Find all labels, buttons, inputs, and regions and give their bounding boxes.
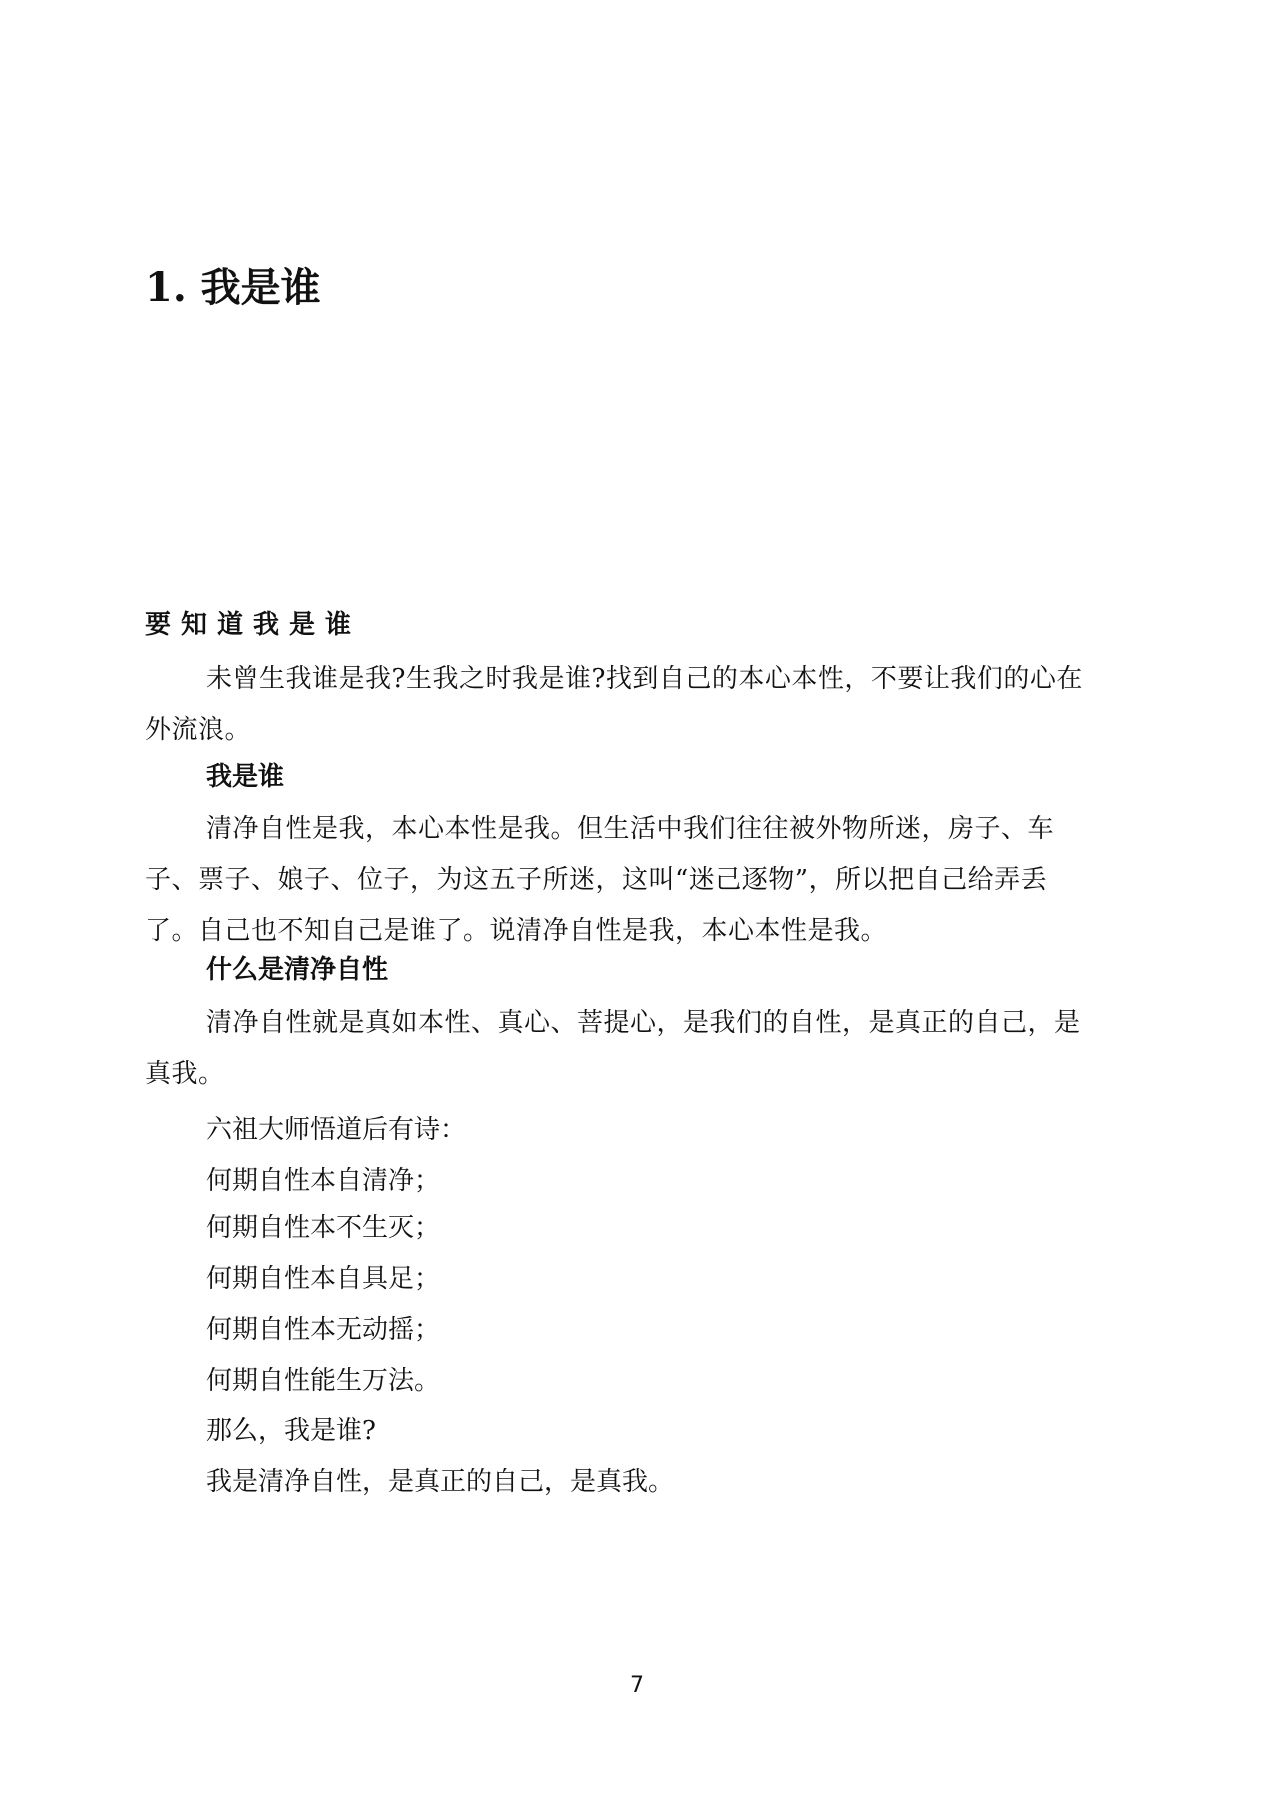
poem-line: 何期自性能生万法。: [206, 1366, 441, 1396]
subsection-heading-who-am-i: 我是谁: [206, 762, 285, 792]
poem-line: 何期自性本不生灭；: [206, 1213, 441, 1243]
answer-line: 我是清净自性，是真正的自己，是真我。: [206, 1467, 675, 1497]
section-intro-paragraph: 未曾生我谁是我?生我之时我是谁?找到自己的本心本性，不要让我们的心在外流浪。: [145, 664, 1083, 745]
poem-line: 何期自性本无动摇；: [206, 1315, 441, 1345]
subsection-heading-pure-self-nature: 什么是清净自性: [206, 955, 389, 985]
question-line: 那么，我是谁?: [206, 1416, 376, 1446]
section-heading: 要知道我是谁: [145, 610, 362, 640]
poem-line: 何期自性本自清净；: [206, 1166, 441, 1196]
page-number: 7: [630, 1673, 644, 1698]
subsection-1-paragraph: 清净自性是我，本心本性是我。但生活中我们往往被外物所迷，房子、车子、票子、娘子、位子，为这五子所迷，这叫“迷己逐物”，所以把自己给弄丢了。自己也不知自己是谁了。说清净自性是我，本心本性是我。: [145, 814, 1055, 946]
poem-intro-line: 六祖大师悟道后有诗：: [206, 1115, 467, 1145]
subsection-2-paragraph: 清净自性就是真如本性、真心、菩提心，是我们的自性，是真正的自己，是真我。: [145, 1008, 1081, 1089]
chapter-title: 1. 我是谁: [145, 264, 321, 311]
poem-line: 何期自性本自具足；: [206, 1264, 441, 1294]
